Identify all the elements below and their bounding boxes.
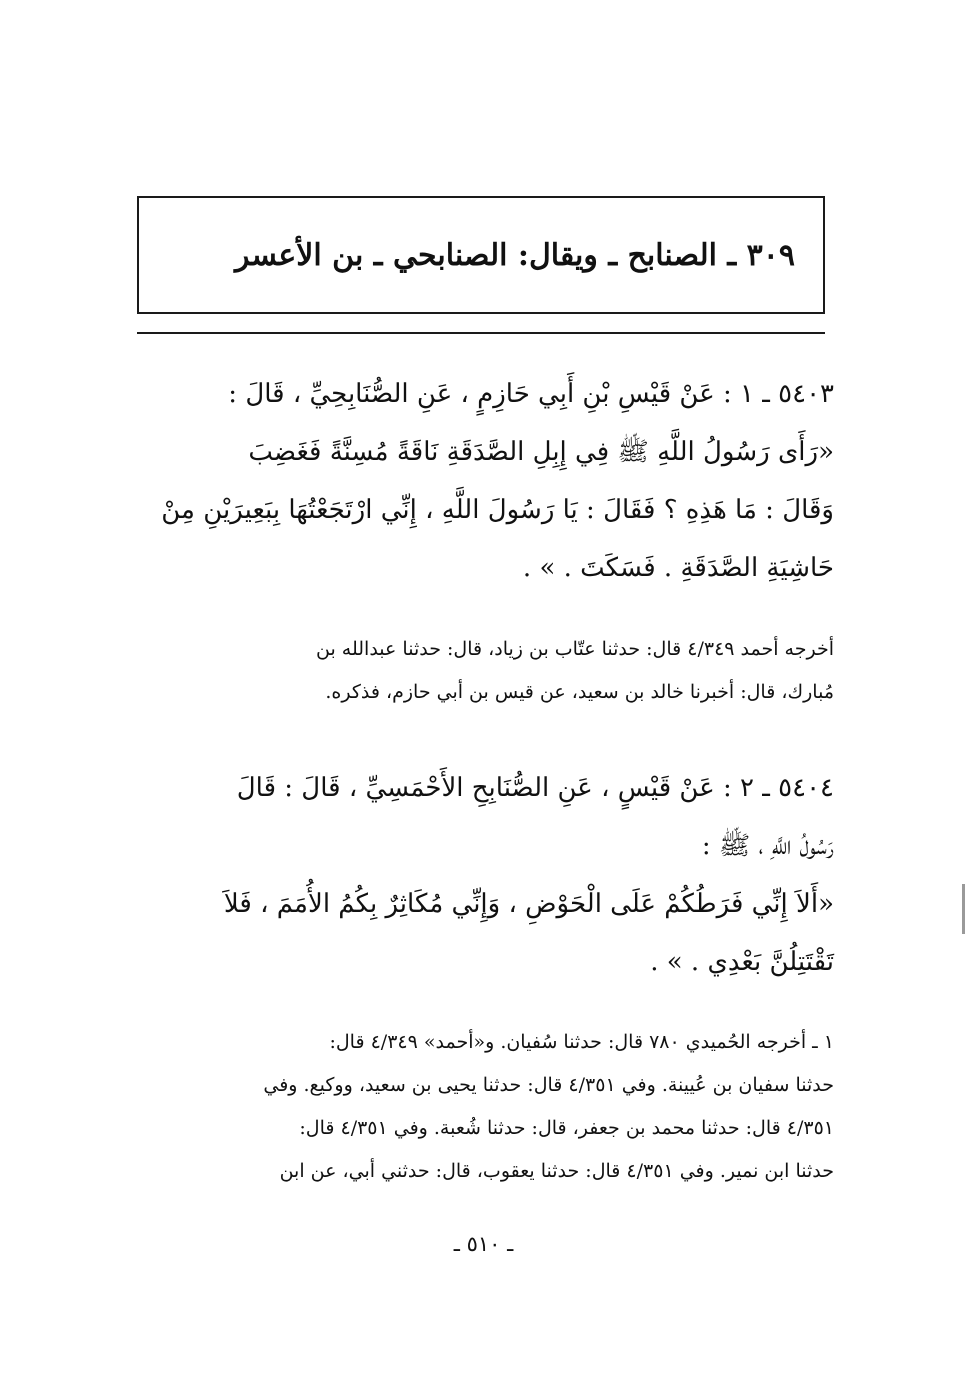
scan-edge-mark (962, 884, 965, 934)
footnote-line: ٤/٣٥١ قال: حدثنا محمد بن جعفر، قال: حدثنا شُعبة. وفي ٤/٣٥١ قال: (299, 1117, 834, 1139)
footnote-line: ١ ـ أخرجه الحُميدي ٧٨٠ قال: حدثنا سُفيان. و«أحمد» ٤/٣٤٩ قال: (329, 1031, 834, 1053)
hadith-5403 (128, 365, 834, 597)
footnote-line: أخرجه أحمد ٤/٣٤٩ قال: حدثنا عتّاب بن زياد، قال: حدثنا عبدالله بن (316, 638, 834, 660)
hadith-line: ٥٤٠٤ ـ ٢ : عَنْ قَيْسٍ ، عَنِ الصُّنَابِحِ الأَحْمَسِيِّ ، قَالَ : قَالَ (236, 773, 834, 803)
hadith-line: ٥٤٠٣ ـ ١ : عَنْ قَيْسِ بْنِ أَبِي حَازِمٍ ، عَنِ الصُّنَابِحِيِّ ، قَالَ : (228, 379, 834, 409)
footnote-line: مُبارك، قال: أخبرنا خالد بن سعيد، عن قيس بن أبي حازم، فذكره. (325, 681, 834, 703)
hadith-line: «أَلاَ إِنِّي فَرَطُكُمْ عَلَى الْحَوْضِ ، وَإِنِّي مُكَاثِرٌ بِكُمُ الأُمَمَ ، فَلاَ (223, 889, 834, 919)
hadith-line: حَاشِيَةِ الصَّدَقَةِ . فَسَكَتَ . » . (522, 553, 834, 583)
hadith-line: رَسُولُ اللَّهِ ، ﷺ : (701, 831, 834, 861)
hadith-line: «رَأَى رَسُولُ اللَّهِ ﷺ فِي إِبِلِ الصَّدَقَةِ نَاقَةً مُسِنَّةً فَغَضِبَ (248, 437, 834, 467)
page-number: ـ ٥١٠ ـ (453, 1232, 514, 1256)
footnote-5404 (128, 1021, 834, 1193)
chapter-heading: ٣٠٩ ـ الصنابح ـ ويقال: الصنابحي ـ بن الأعسر (235, 238, 795, 273)
footnote-line: حدثنا ابن نمير. وفي ٤/٣٥١ قال: حدثنا يعقوب، قال: حدثني أبي، عن ابن (279, 1160, 834, 1182)
hadith-line: وَقَالَ : مَا هَذِهِ ؟ فَقَالَ : يَا رَسُولَ اللَّهِ ، إِنِّي ارْتَجَعْتُهَا بِبَعِيرَيْنِ مِنْ (161, 495, 834, 525)
heading-divider (137, 332, 825, 334)
chapter-heading-box (137, 196, 825, 314)
footnote-5403 (128, 628, 834, 714)
footnote-line: حدثنا سفيان بن عُيينة. وفي ٤/٣٥١ قال: حدثنا يحيى بن سعيد، ووكيع. وفي (263, 1074, 834, 1096)
hadith-5404 (128, 759, 834, 991)
hadith-line: تَقْتَتِلُنَّ بَعْدِي . » . (650, 947, 834, 977)
